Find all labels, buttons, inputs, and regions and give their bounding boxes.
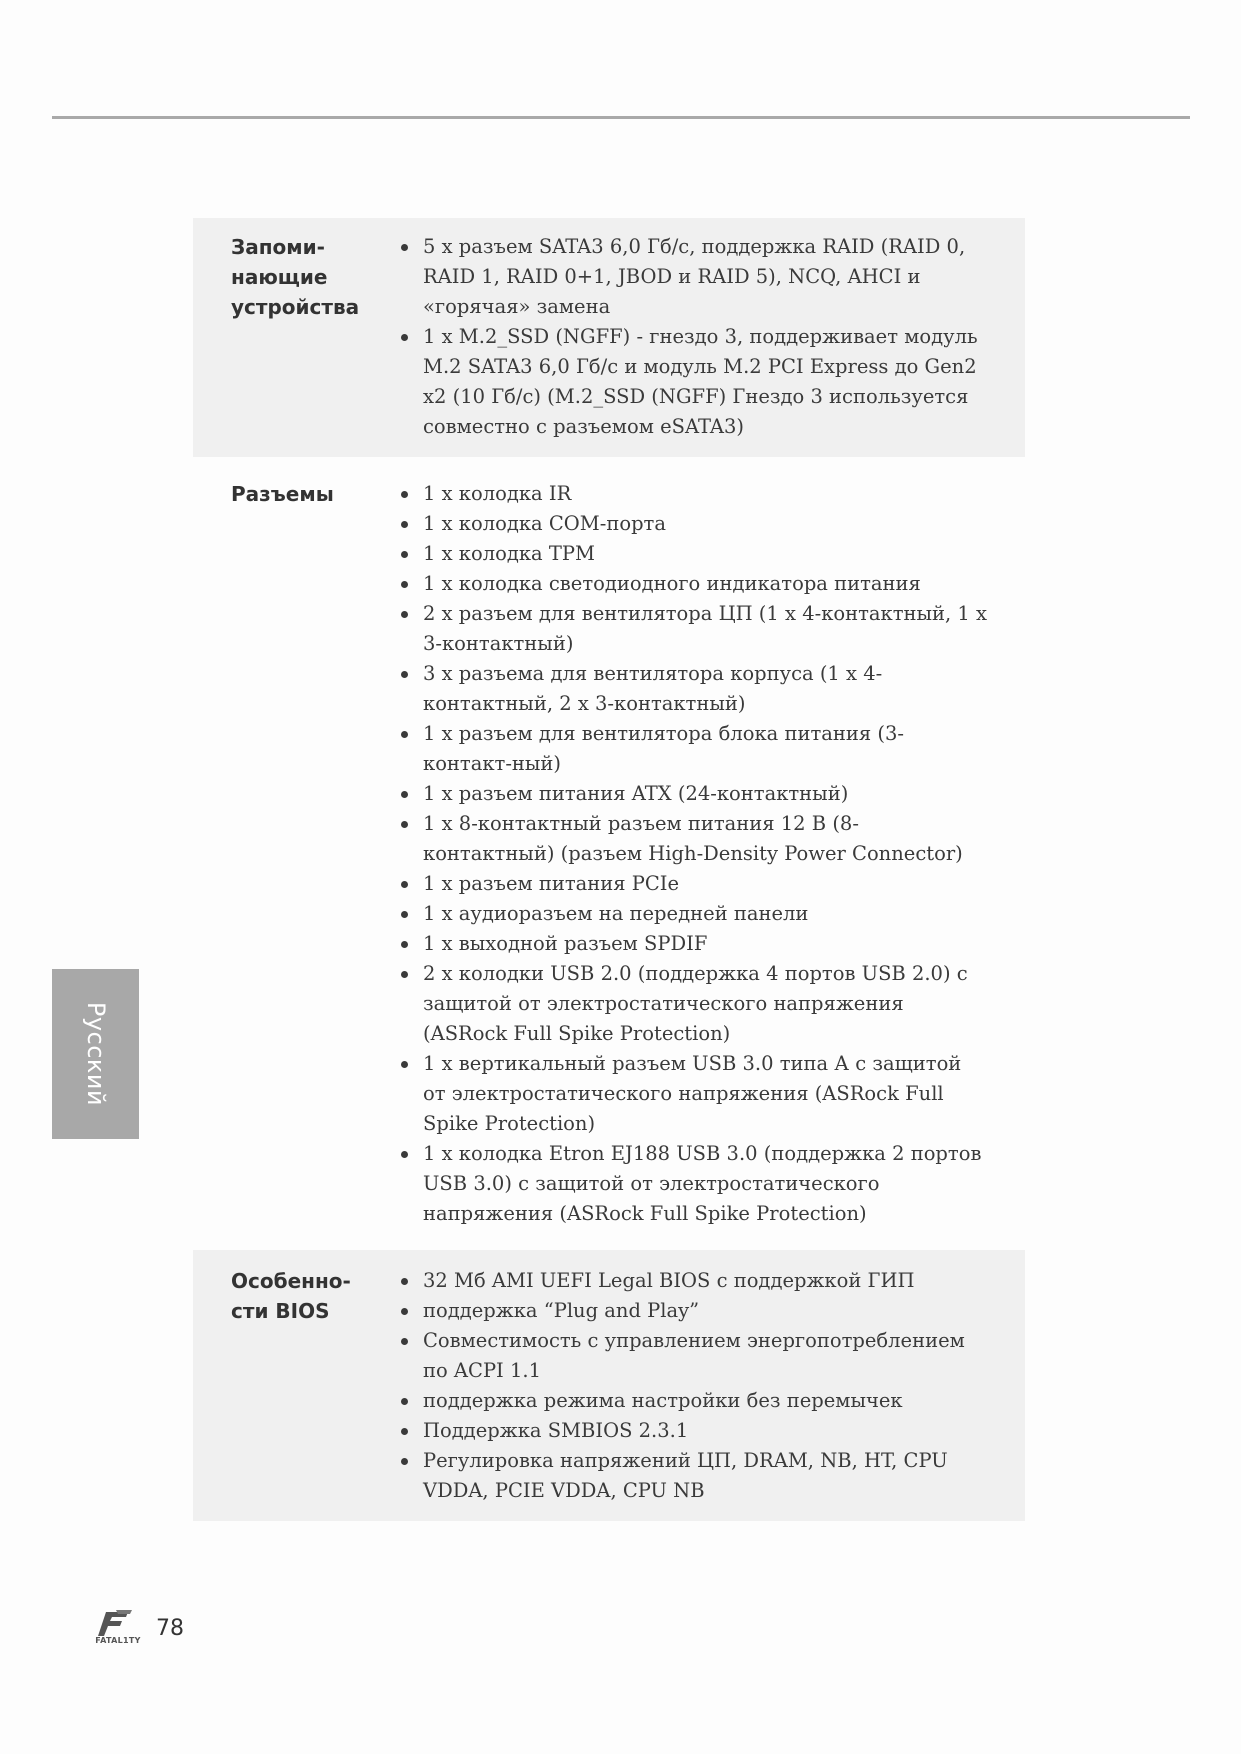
language-tab xyxy=(52,969,139,1139)
spec-row-storage xyxy=(193,218,1025,457)
list-item: 32 Мб AMI UEFI Legal BIOS с поддержкой ГИП xyxy=(391,1266,989,1296)
list-item: 1 x колодка светодиодного индикатора питания xyxy=(391,569,989,599)
list-item: 1 x колодка COM-порта xyxy=(391,509,989,539)
spec-row-connectors xyxy=(193,457,1025,1249)
language-tab-label: Русский xyxy=(81,1001,110,1107)
list-item: поддержка “Plug and Play” xyxy=(391,1296,989,1326)
top-rule xyxy=(52,116,1190,119)
label-line: нающие xyxy=(231,265,328,289)
spec-list-storage xyxy=(391,232,1025,443)
list-item: 3 x разъема для вентилятора корпуса (1 x 4-контактный, 2 x 3-контактный) xyxy=(391,659,989,719)
list-item: Совместимость с управлением энергопотреблением по ACPI 1.1 xyxy=(391,1326,989,1386)
list-item: поддержка режима настройки без перемычек xyxy=(391,1386,989,1416)
list-item: 2 x разъем для вентилятора ЦП (1 x 4-контактный, 1 x 3-контактный) xyxy=(391,599,989,659)
list-item: Поддержка SMBIOS 2.3.1 xyxy=(391,1416,989,1446)
spec-label-connectors xyxy=(193,479,391,1229)
list-item: 2 x колодки USB 2.0 (поддержка 4 портов USB 2.0) с защитой от электростатического напряжения (ASRock Full Spike Protection) xyxy=(391,959,989,1049)
list-item: 1 x разъем для вентилятора блока питания (3-контакт-ный) xyxy=(391,719,989,779)
label-line: Разъемы xyxy=(231,482,334,506)
fatal1ty-logo xyxy=(88,1608,148,1648)
list-item: 1 x выходной разъем SPDIF xyxy=(391,929,989,959)
list-item: 1 x разъем питания ATX (24-контактный) xyxy=(391,779,989,809)
spec-list-connectors xyxy=(391,479,1025,1229)
list-item: 1 x 8-контактный разъем питания 12 В (8-контактный) (разъем High-Density Power Connector) xyxy=(391,809,989,869)
list-item: 1 x колодка TPM xyxy=(391,539,989,569)
label-line: Запоми- xyxy=(231,235,325,259)
spec-label-storage xyxy=(193,232,391,443)
list-item: 1 x M.2_SSD (NGFF) - гнездо 3, поддерживает модуль M.2 SATA3 6,0 Гб/с и модуль M.2 PCI Express до Gen2 x2 (10 Гб/с) (M.2_SSD (NGFF) Гнездо 3 используется совместно с разъемом eSATA3) xyxy=(391,322,989,442)
list-item: 1 x колодка IR xyxy=(391,479,989,509)
list-item: 1 x разъем питания PCIe xyxy=(391,869,989,899)
spec-row-bios xyxy=(193,1250,1025,1521)
list-item: 1 x аудиоразъем на передней панели xyxy=(391,899,989,929)
spec-list-bios xyxy=(391,1266,1025,1507)
fatal1ty-logo-icon xyxy=(88,1608,148,1638)
list-item: 5 x разъем SATA3 6,0 Гб/с, поддержка RAID (RAID 0, RAID 1, RAID 0+1, JBOD и RAID 5), NCQ, AHCI и «горячая» замена xyxy=(391,232,989,322)
page-number: 78 xyxy=(156,1615,184,1641)
list-item: 1 x колодка Etron EJ188 USB 3.0 (поддержка 2 портов USB 3.0) с защитой от электростатического напряжения (ASRock Full Spike Protection) xyxy=(391,1139,989,1229)
list-item: 1 x вертикальный разъем USB 3.0 типа А с защитой от электростатического напряжения (ASRock Full Spike Protection) xyxy=(391,1049,989,1139)
spec-label-bios xyxy=(193,1266,391,1507)
label-line: устройства xyxy=(231,295,360,319)
list-item: Регулировка напряжений ЦП, DRAM, NB, HT, CPU VDDA, PCIE VDDA, CPU NB xyxy=(391,1446,989,1506)
page-footer xyxy=(88,1608,184,1648)
label-line: сти BIOS xyxy=(231,1299,330,1323)
fatal1ty-logo-text: FATAL1TY xyxy=(95,1636,141,1645)
label-line: Особенно- xyxy=(231,1269,351,1293)
spec-table xyxy=(193,218,1025,1521)
